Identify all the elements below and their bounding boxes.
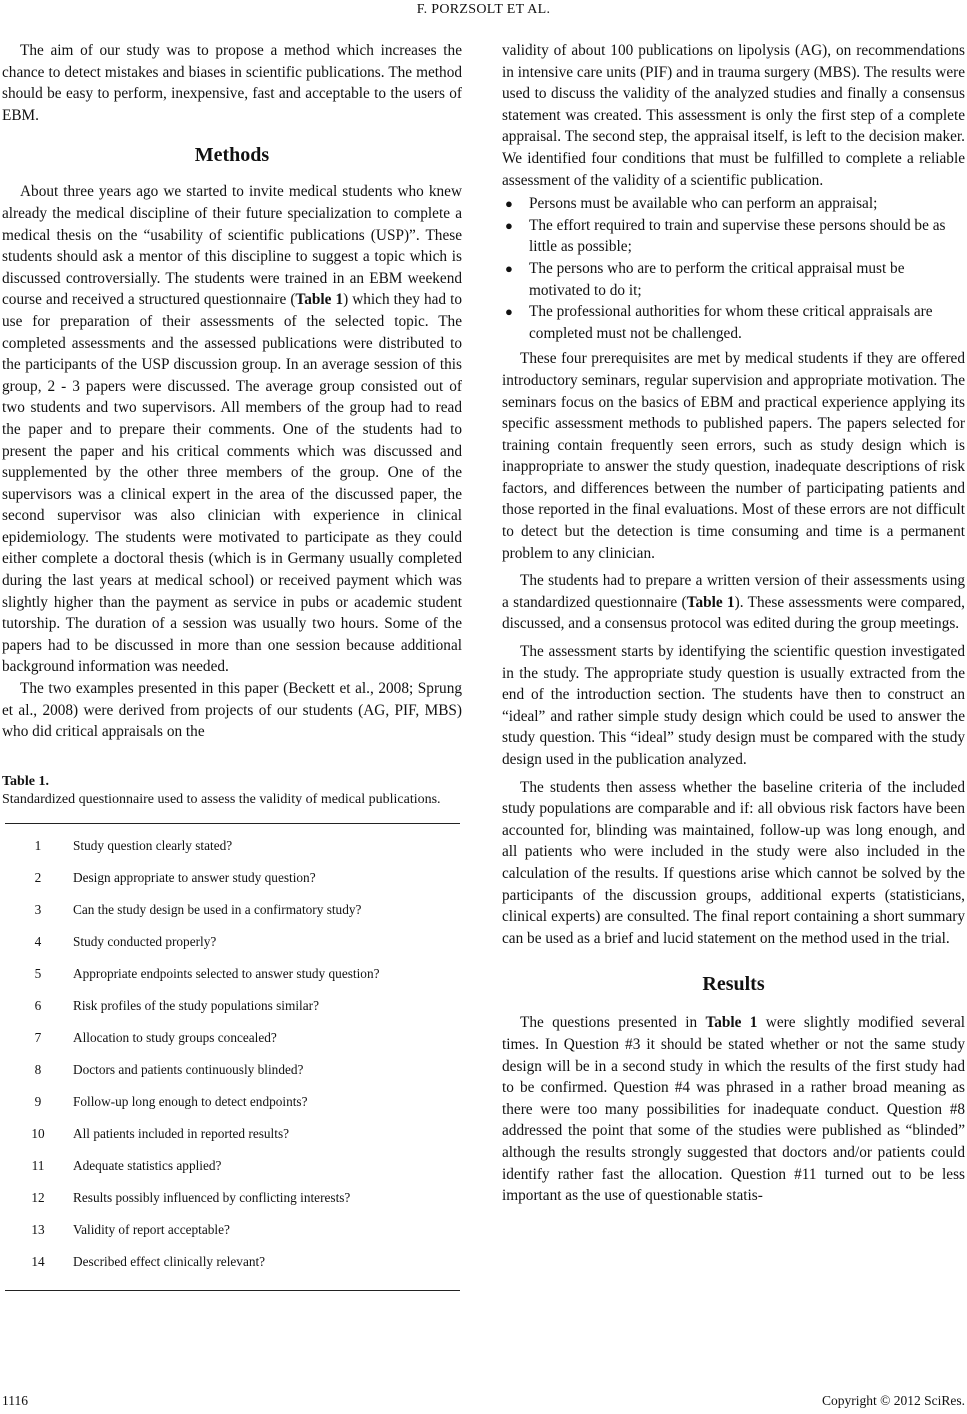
table-ref-link[interactable]: Table 1 bbox=[686, 593, 735, 611]
question-text: Study conducted properly? bbox=[73, 933, 217, 949]
table-ref-link[interactable]: Table 1 bbox=[705, 1014, 758, 1032]
table-row bbox=[5, 926, 460, 958]
page-number: 1116 bbox=[2, 1393, 28, 1408]
list-item bbox=[502, 258, 965, 301]
question-number: 12 bbox=[31, 1189, 45, 1205]
table-row bbox=[5, 894, 460, 926]
list-item-text: Persons must be available who can perform an appraisal; bbox=[529, 195, 878, 213]
table-row bbox=[5, 1182, 460, 1214]
questionnaire-table bbox=[5, 823, 460, 1291]
intro-paragraph: The aim of our study was to propose a method which increases the chance to detect mistakes and biases in scientific publications. The method should be easy to perform, inexpensive, fast and acceptable to the users of EBM. bbox=[2, 42, 462, 124]
question-text: Described effect clinically relevant? bbox=[73, 1253, 266, 1269]
question-number: 3 bbox=[34, 901, 42, 917]
results-text-a: The questions presented in bbox=[520, 1014, 706, 1032]
question-text: Adequate statistics applied? bbox=[73, 1157, 222, 1173]
right-paragraph-5: The students then assess whether the baseline criteria of the included study populations are comparable and if: all obvious risk factors have been accounted for, blinding was maintained, follow-up was long enough, and all patients who were included in the study were also included in the calculation of the results. If questions arise which cannot be solved by the participants of the discussion groups, additional experts (statisticians, clinical experts) are consulted. The final report containing a short summary can be used as a brief and lucid statement on the method used in the trial. bbox=[502, 778, 965, 947]
list-item bbox=[502, 215, 965, 258]
p3-text-b: ). These assessments were compared, discussed, and a consensus protocol was edited during the group meetings. bbox=[502, 593, 966, 633]
question-text: Allocation to study groups concealed? bbox=[73, 1029, 277, 1045]
list-item-text: The persons who are to perform the critical appraisal must be motivated to do it; bbox=[529, 259, 905, 299]
question-text: All patients included in reported results? bbox=[73, 1125, 290, 1141]
question-text: Appropriate endpoints selected to answer study question? bbox=[73, 965, 380, 981]
right-paragraph-3 bbox=[502, 570, 965, 635]
question-number: 8 bbox=[34, 1061, 42, 1077]
results-heading: Results bbox=[702, 973, 765, 996]
question-number: 10 bbox=[31, 1125, 45, 1141]
results-text-b: were slightly modified several times. In Question #3 it should be stated whether or not the same study design will be in a second study in which the results of the first study had to be confirmed. Question #4 was phrased in a rather broad meaning as there were too many possibilities for inadequate conduct. Question #8 addressed the point that some of the studies were published as “blinded” although the results strongly suggested that doctors and/or patients could identify rather fast the allocation. Question #11 turned out to be less important as the use of questionable statis- bbox=[502, 1014, 966, 1205]
question-number: 5 bbox=[34, 965, 42, 981]
methods-paragraph-2: The two examples presented in this paper (Beckett et al., 2008; Sprung et al., 2008) were derived from projects of our students (AG, PIF, MBS) who did critical appraisals on the bbox=[2, 680, 462, 741]
right-paragraph-2: These four prerequisites are met by medical students if they are offered introductory seminars, regular supervision and appropriate motivation. The seminars focus on the basics of EBM and practical experience applying its specific assessment methods to published papers. The papers selected for training contain frequently seen errors, such as study design which is inappropriate to answer the study question, inadequate descriptions of risk factors, and differences between the number of participating patients and those reported in the final evaluations. Most of these errors are not difficult to detect but the detection is time consuming and time is a permanent problem to any clinician. bbox=[502, 350, 965, 562]
list-item-text: The professional authorities for whom these critical appraisals are completed must not be challenged. bbox=[529, 303, 933, 342]
table-row bbox=[5, 830, 460, 862]
table-row bbox=[5, 1022, 460, 1054]
question-number: 4 bbox=[34, 933, 42, 949]
running-head: F. PORZSOLT ET AL. bbox=[416, 2, 551, 17]
table-row bbox=[5, 1246, 460, 1278]
question-text: Doctors and patients continuously blinded? bbox=[73, 1061, 304, 1077]
question-text: Study question clearly stated? bbox=[73, 837, 233, 853]
question-number: 7 bbox=[34, 1029, 42, 1045]
question-number: 14 bbox=[31, 1253, 45, 1269]
list-item bbox=[502, 301, 965, 344]
question-text: Validity of report acceptable? bbox=[73, 1221, 230, 1237]
question-number: 1 bbox=[34, 837, 42, 853]
bullet-icon: ● bbox=[505, 196, 513, 212]
right-column bbox=[502, 40, 965, 1207]
copyright: Copyright © 2012 SciRes. bbox=[821, 1393, 965, 1408]
question-text: Can the study design be used in a confirmatory study? bbox=[73, 901, 362, 917]
table-row bbox=[5, 1054, 460, 1086]
right-paragraph-1: validity of about 100 publications on lipolysis (AG), on recommendations in intensive care units (PIF) and in trauma surgery (MBS). The results were used to discuss the validity of the analyzed studies and finally a consensus statement was created. This assessment is only the first step of a complete appraisal. The second step, the appraisal itself, is left to the decision maker. We identified four conditions that must be fulfilled to complete a reliable assessment of the validity of a scientific publication. bbox=[502, 42, 965, 189]
table-row bbox=[5, 862, 460, 894]
question-number: 11 bbox=[31, 1157, 45, 1173]
table-caption: Standardized questionnaire used to assess the validity of medical publications. bbox=[2, 791, 441, 807]
table-row bbox=[5, 1086, 460, 1118]
left-column bbox=[2, 40, 462, 1291]
methods-p1-text: About three years ago we started to invite medical students who knew already the medical discipline of their future specialization to complete a medical thesis on the “usability of scientific publications (USP)”. These students should ask a mentor of this discipline to suggest a topic which is discussed controversially. The students were trained in an EBM weekend course and received a structured questionnaire ( bbox=[2, 183, 462, 309]
table-row bbox=[5, 1150, 460, 1182]
question-text: Risk profiles of the study populations similar? bbox=[73, 997, 319, 1013]
question-text: Results possibly influenced by conflicting interests? bbox=[73, 1189, 351, 1205]
list-item-text: The effort required to train and supervise these persons should be as little as possible; bbox=[529, 216, 946, 256]
methods-paragraph-1 bbox=[2, 181, 462, 678]
bullet-icon: ● bbox=[505, 260, 513, 276]
bullet-icon: ● bbox=[505, 304, 513, 320]
question-number: 2 bbox=[34, 869, 42, 885]
table-row bbox=[5, 990, 460, 1022]
question-text: Follow-up long enough to detect endpoints? bbox=[73, 1093, 308, 1109]
table-ref-link[interactable]: Table 1 bbox=[295, 291, 344, 309]
table-row bbox=[5, 1214, 460, 1246]
list-item bbox=[502, 193, 965, 215]
conditions-list bbox=[502, 193, 965, 344]
bullet-icon: ● bbox=[505, 217, 513, 233]
results-paragraph bbox=[502, 1012, 965, 1206]
methods-heading: Methods bbox=[194, 144, 270, 167]
methods-p1-rest: ) which they had to use for preparation of their assessments of the selected topic. The completed assessments and the assessed publications were distributed to the participants of the USP discussion group. In an average session of this group, 2 - 3 papers were discussed. The average group consisted out of two students and two supervisors. All members of the group had to read the paper and to prepare their comments. One of the students had to present the paper and his critical comments which was discussed and supplemented by the other three members of the group. One of the supervisors was a clinical expert in the area of the discussed paper, the second supervisor was also clinician with experience in clinical epidemiology. The students were motivated to participate as they could either complete a doctoral thesis (which is in Germany usually completed during the last years at medical school) or received payment which was slightly higher than the payment as service in pubs or academic student tutorship. The duration of a session was usually two hours. Some of the papers had to be discussed in more than one session because additional background information was needed. bbox=[2, 291, 462, 676]
table-row bbox=[5, 958, 460, 990]
table-row bbox=[5, 1118, 460, 1150]
question-number: 9 bbox=[34, 1093, 42, 1109]
question-number: 13 bbox=[31, 1221, 45, 1237]
table-label: Table 1. bbox=[2, 773, 49, 789]
p3-text-a: The students had to prepare a written version of their assessments using a standardized questionnaire ( bbox=[502, 572, 965, 611]
right-paragraph-4: The assessment starts by identifying the scientific question investigated in the study. The appropriate study question is usually extracted from the end of the introduction section. The students have then to construct an “ideal” and rather simple study design which could be used to answer the study question. This “ideal” study design must be compared with the study design used in the publication analyzed. bbox=[502, 643, 965, 768]
question-number: 6 bbox=[34, 997, 42, 1013]
question-text: Design appropriate to answer study question? bbox=[73, 869, 316, 885]
